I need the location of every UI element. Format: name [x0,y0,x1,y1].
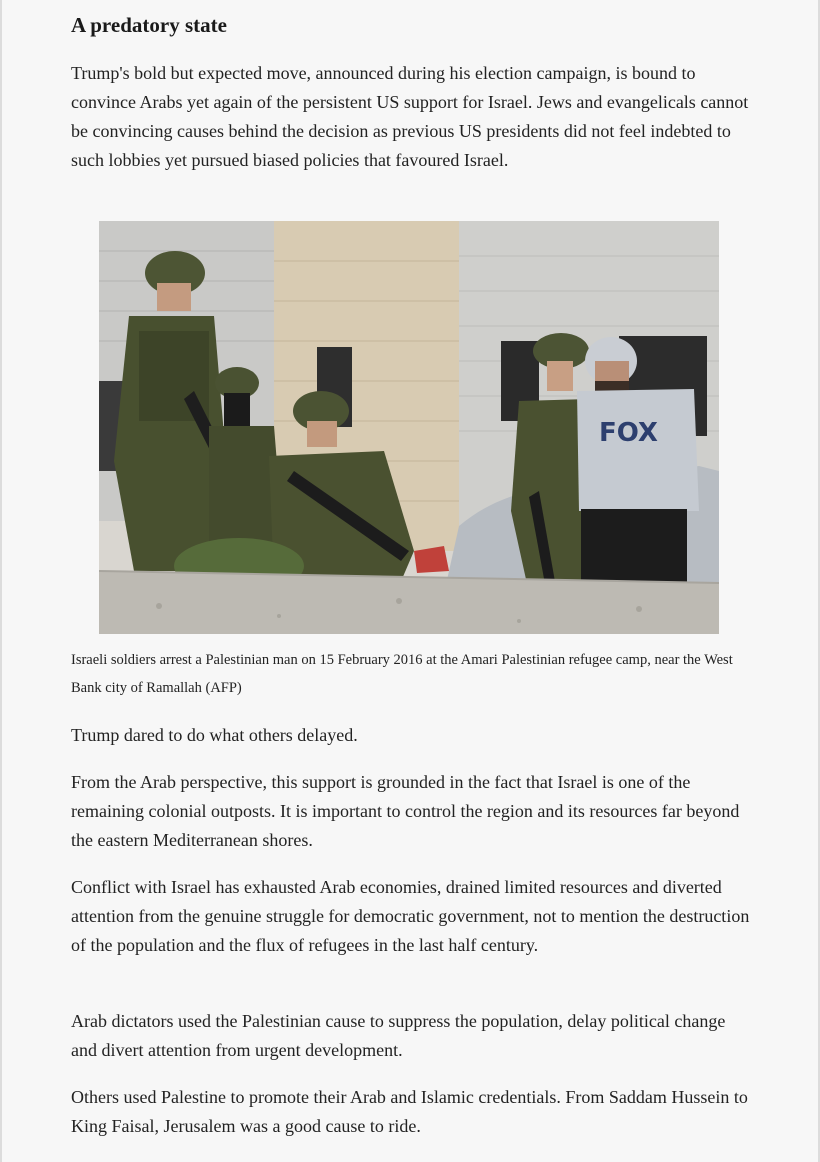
photo-illustration [99,221,719,634]
page-left-border [0,0,2,1162]
paragraph-4: Conflict with Israel has exhausted Arab economies, drained limited resources and diverted attention from the genuine struggle for democratic government, not to mention the destruction of the population and the flux of refugees in the last half century. [71,877,750,955]
article-photo[interactable] [99,221,719,634]
paragraph-3: From the Arab perspective, this support is grounded in the fact that Israel is one of the remaining colonial outposts. It is important to control the region and its resources far beyond the eastern Mediterranean shores. [71,772,740,850]
photo-caption: Israeli soldiers arrest a Palestinian man on 15 February 2016 at the Amari Palestinian refugee camp, near the West Bank city of Ramallah (AFP) [71,652,733,696]
paragraph-5: Arab dictators used the Palestinian cause to suppress the population, delay political change and divert attention from urgent development. [71,1011,726,1060]
paragraph-6: Others used Palestine to promote their Arab and Islamic credentials. From Saddam Hussein to King Faisal, Jerusalem was a good cause to ride. [71,1087,748,1136]
paragraph-1: Trump's bold but expected move, announced during his election campaign, is bound to convince Arabs yet again of the persistent US support for Israel. Jews and evangelicals cannot be convincing causes behind the decision as previous US presidents did not feel indebted to such lobbies yet pursued biased policies that favoured Israel. [71,63,749,170]
paragraph-2: Trump dared to do what others delayed. [71,725,358,745]
section-heading: A predatory state [71,13,227,37]
sweatshirt-text: FOX [599,418,658,448]
